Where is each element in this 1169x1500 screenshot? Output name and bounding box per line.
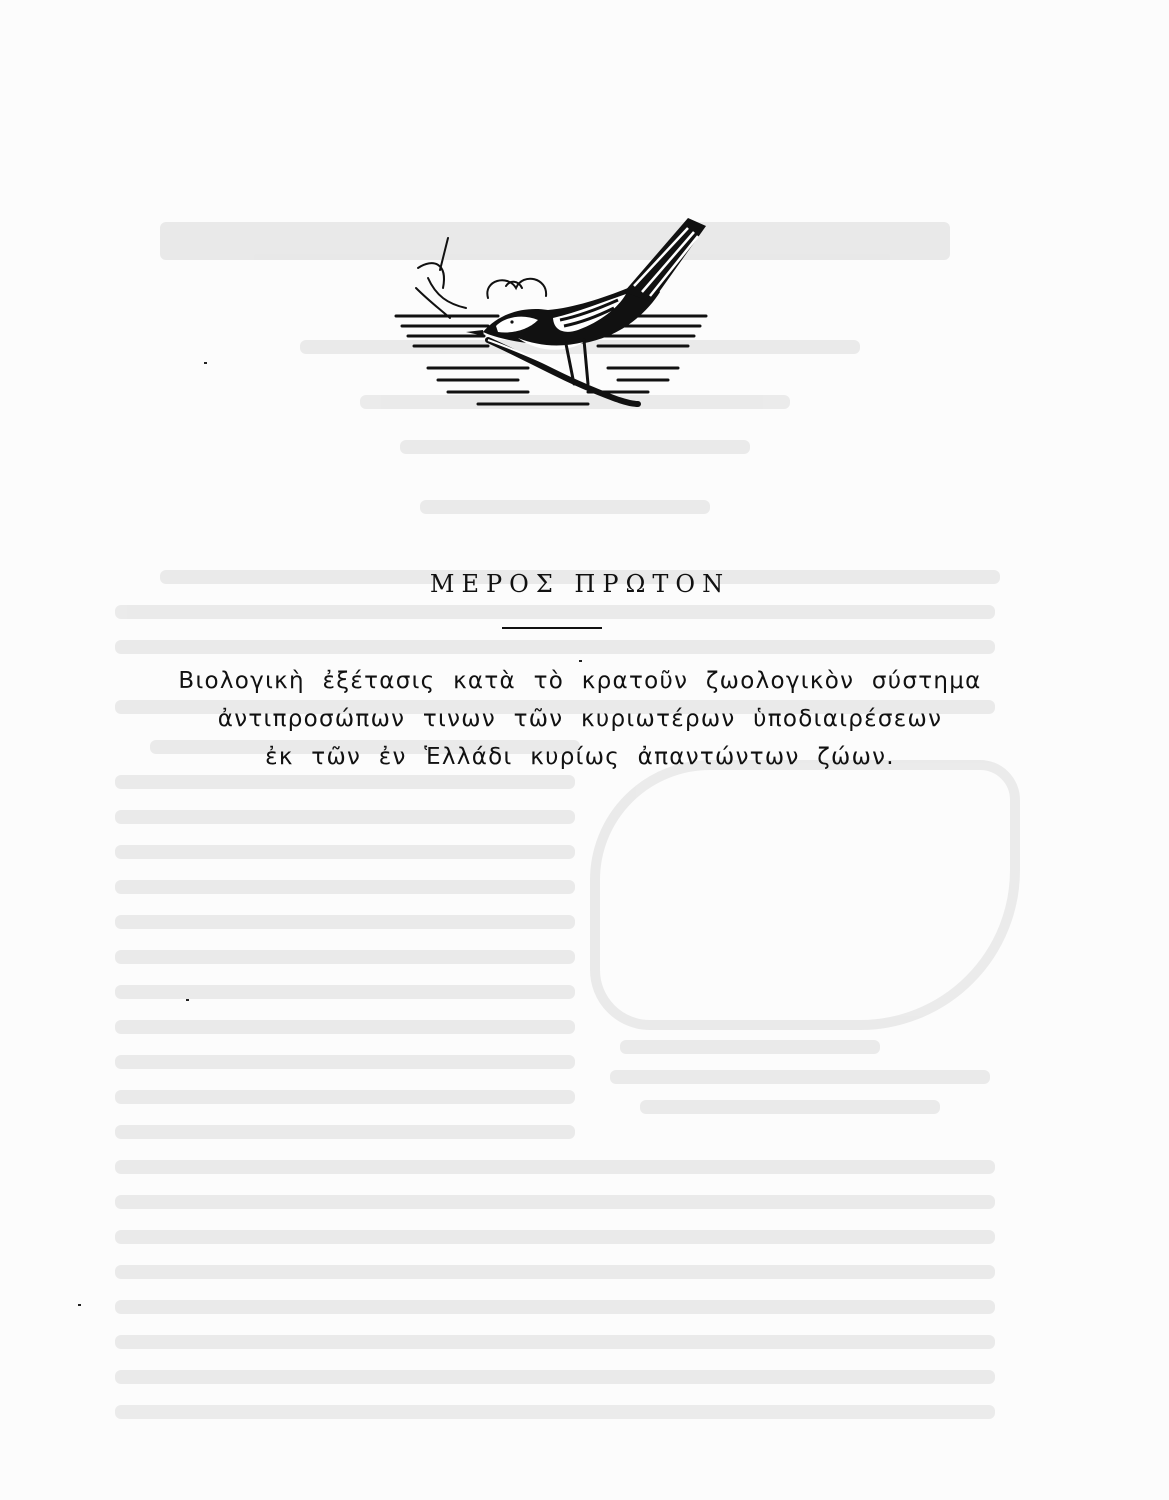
subtitle-line: Βιολογικὴ ἐξέτασις κατὰ τὸ κρατοῦν ζωολογικὸν σύστημα bbox=[178, 668, 982, 694]
subtitle-line: ἐκ τῶν ἐν Ἑλλάδι κυρίως ἀπαντώντων ζώων. bbox=[265, 744, 895, 770]
part-title: ΜΕΡΟΣ ΠΡΩΤΟΝ bbox=[429, 570, 731, 598]
print-speck bbox=[186, 999, 189, 1001]
print-speck bbox=[579, 660, 582, 662]
bird-on-branch-icon bbox=[388, 208, 724, 430]
part-subtitle bbox=[110, 662, 1050, 776]
title-underline bbox=[502, 627, 602, 629]
print-speck bbox=[204, 362, 207, 364]
print-speck bbox=[78, 1304, 81, 1306]
subtitle-line: ἀντιπροσώπων τινων τῶν κυριωτέρων ὑποδιαιρέσεων bbox=[217, 706, 943, 732]
